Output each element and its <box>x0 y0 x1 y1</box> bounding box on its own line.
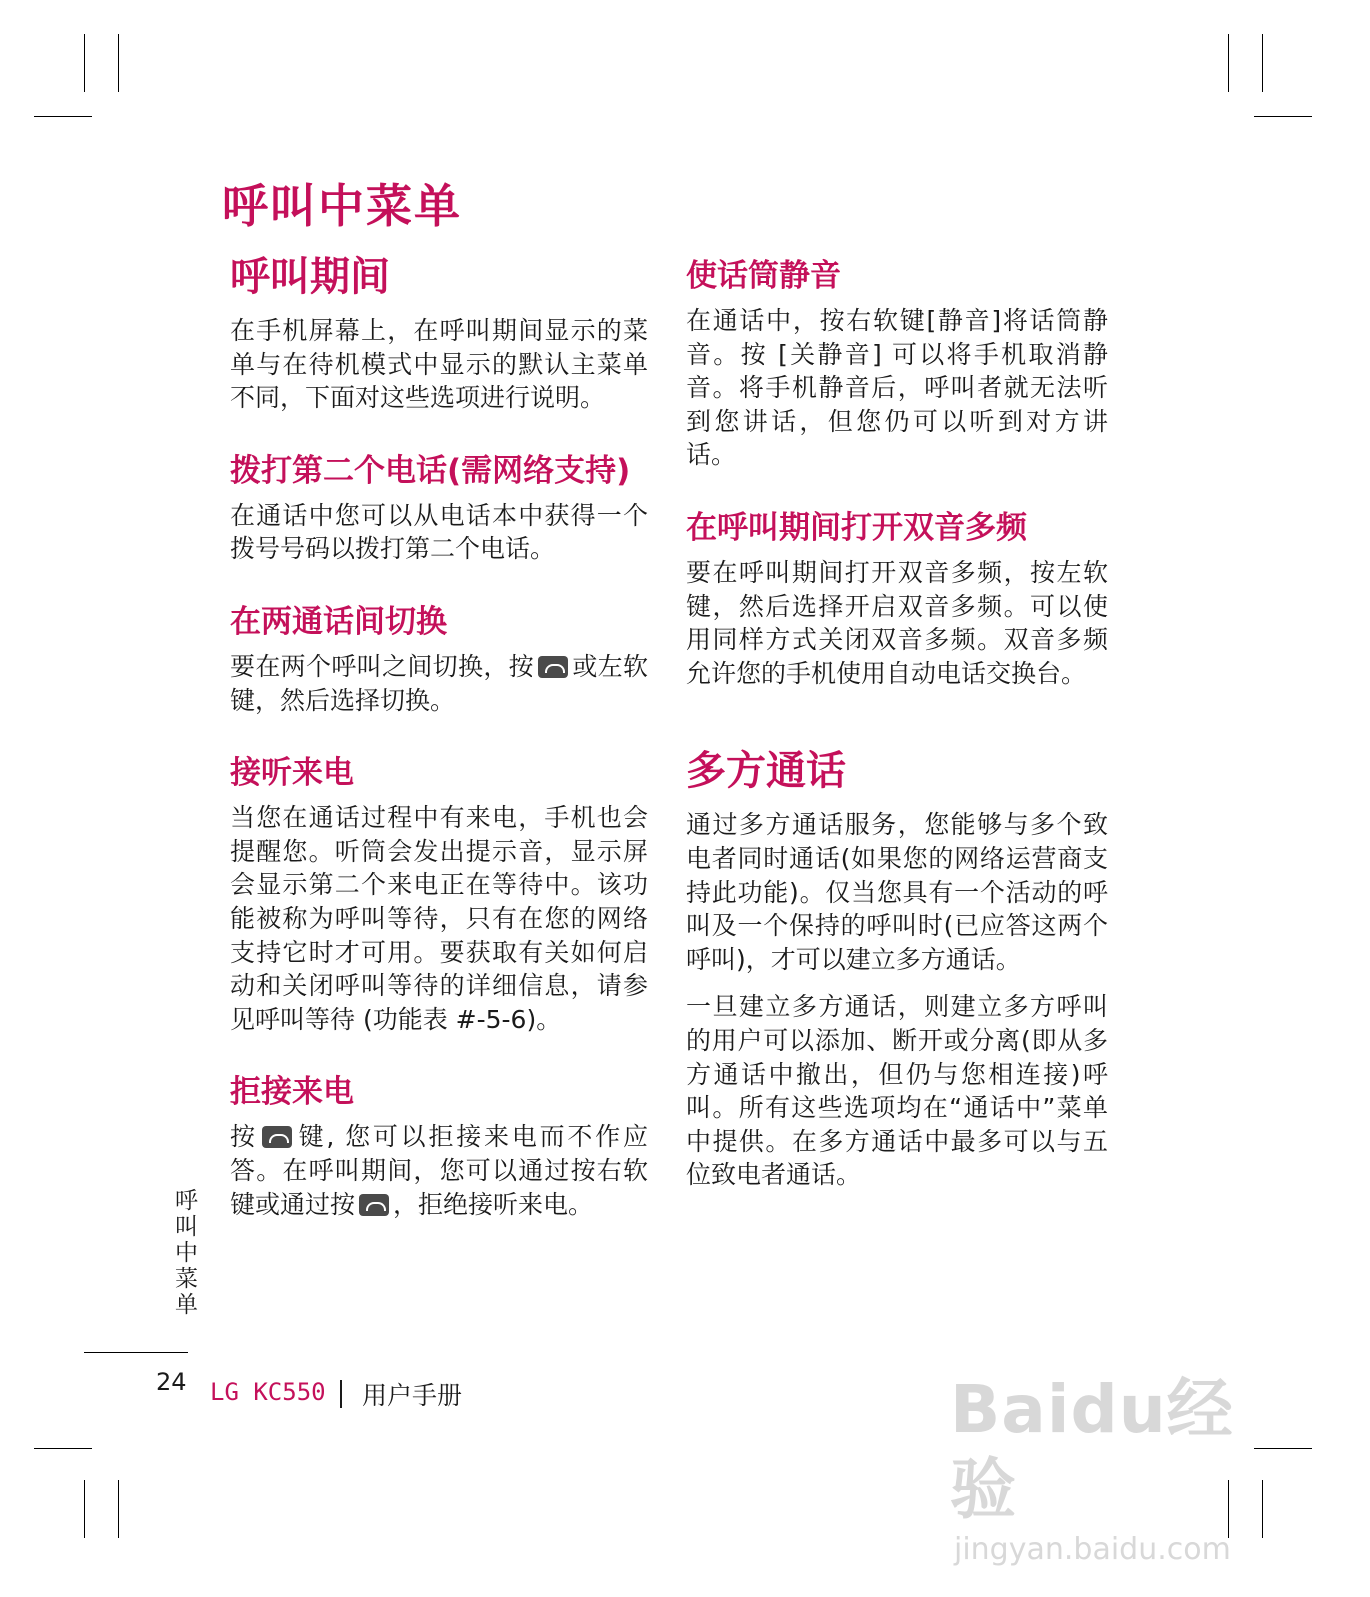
text-part: 要在两个呼叫之间切换，按 <box>230 651 534 681</box>
subsection-title: 在呼叫期间打开双音多频 <box>686 509 1027 546</box>
section-conference <box>686 746 1108 1192</box>
conference-text-1: 通过多方通话服务，您能够与多个致电者同时通话(如果您的网络运营商支持此功能)。仅当您具有一个活动的呼叫及一个保持的呼叫时(已应答这两个呼叫)，才可以建立多方通话。 <box>686 810 1108 974</box>
end-call-key-icon <box>359 1194 389 1216</box>
subsection-text: 当您在通话过程中有来电，手机也会提醒您。听筒会发出提示音，显示屏会显示第二个来电正在等待中。该功能被称为呼叫等待，只有在您的网络支持它时才可用。要获取有关如何启动和关闭呼叫等待的详细信息，请参见呼叫等待 (功能表 #-5-6)。 <box>230 803 648 1034</box>
subsection-title: 接听来电 <box>230 755 354 792</box>
watermark-url: jingyan.baidu.com <box>954 1532 1231 1567</box>
text-part: ，拒绝接听来电。 <box>393 1189 594 1219</box>
crop-mark <box>84 1480 85 1538</box>
crop-mark <box>1262 34 1263 92</box>
intro-text: 在手机屏幕上，在呼叫期间显示的菜单与在待机模式中显示的默认主菜单不同，下面对这些选项进行说明。 <box>230 316 648 413</box>
crop-mark <box>1228 34 1229 92</box>
section-title: 呼叫期间 <box>230 254 390 300</box>
right-column <box>686 256 1108 1228</box>
end-call-key-icon <box>538 656 568 678</box>
footer-manual: 用户手册 <box>362 1381 463 1410</box>
subsection-mute <box>686 256 1108 472</box>
subsection-title: 在两通话间切换 <box>230 603 447 640</box>
subsection-text: 在通话中您可以从电话本中获得一个拨号号码以拨打第二个电话。 <box>230 500 648 564</box>
footer-model: LG KC550 <box>210 1378 326 1406</box>
text-part: 键, 您可以拒接来电而不作应答。在呼叫期间，您可以通过按右软键或通过按 <box>230 1122 648 1219</box>
crop-mark <box>84 34 85 92</box>
side-tab: 呼叫中菜单 <box>171 1188 197 1318</box>
watermark <box>950 1370 1270 1567</box>
text-part: 按 <box>230 1122 258 1152</box>
subsection-title: 拒接来电 <box>230 1074 354 1111</box>
crop-mark <box>118 34 119 92</box>
subsection-text <box>230 1120 648 1221</box>
subsection-answer-call <box>230 753 648 1036</box>
subsection-second-call <box>230 451 648 566</box>
crop-mark <box>1254 116 1312 117</box>
footer-rule <box>84 1352 188 1353</box>
page-number: 24 <box>156 1368 187 1396</box>
end-call-key-icon <box>262 1126 292 1148</box>
left-column <box>230 252 648 1257</box>
subsection-title: 使话筒静音 <box>686 258 841 294</box>
subsection-text <box>230 650 648 717</box>
footer-separator <box>340 1380 342 1408</box>
crop-mark <box>34 1448 92 1449</box>
watermark-brand: Baidu经验 <box>950 1371 1234 1528</box>
subsection-text: 在通话中，按右软键[静音]将话筒静音。按 [关静音] 可以将手机取消静音。将手机静音后，呼叫者就无法听到您讲话，但您仍可以听到对方讲话。 <box>686 306 1108 470</box>
section-during-call <box>230 252 648 415</box>
subsection-title: 拨打第二个电话(需网络支持) <box>230 452 631 489</box>
subsection-dtmf <box>686 508 1108 690</box>
page-title: 呼叫中菜单 <box>222 179 462 233</box>
section-title: 多方通话 <box>686 748 846 795</box>
subsection-text: 要在呼叫期间打开双音多频，按左软键，然后选择开启双音多频。可以使用同样方式关闭双音多频。双音多频允许您的手机使用自动电话交换台。 <box>686 557 1108 688</box>
conference-text-2: 一旦建立多方通话，则建立多方呼叫的用户可以添加、断开或分离(即从多方通话中撤出，但仍与您相连接)呼叫。所有这些选项均在“通话中”菜单中提供。在多方通话中最多可以与五位致电者通话。 <box>686 992 1108 1190</box>
crop-mark <box>118 1480 119 1538</box>
text-part: 或左软键，然后选择切换。 <box>230 651 648 715</box>
subsection-switch-calls <box>230 602 648 717</box>
crop-mark <box>34 116 92 117</box>
subsection-reject-call <box>230 1072 648 1221</box>
